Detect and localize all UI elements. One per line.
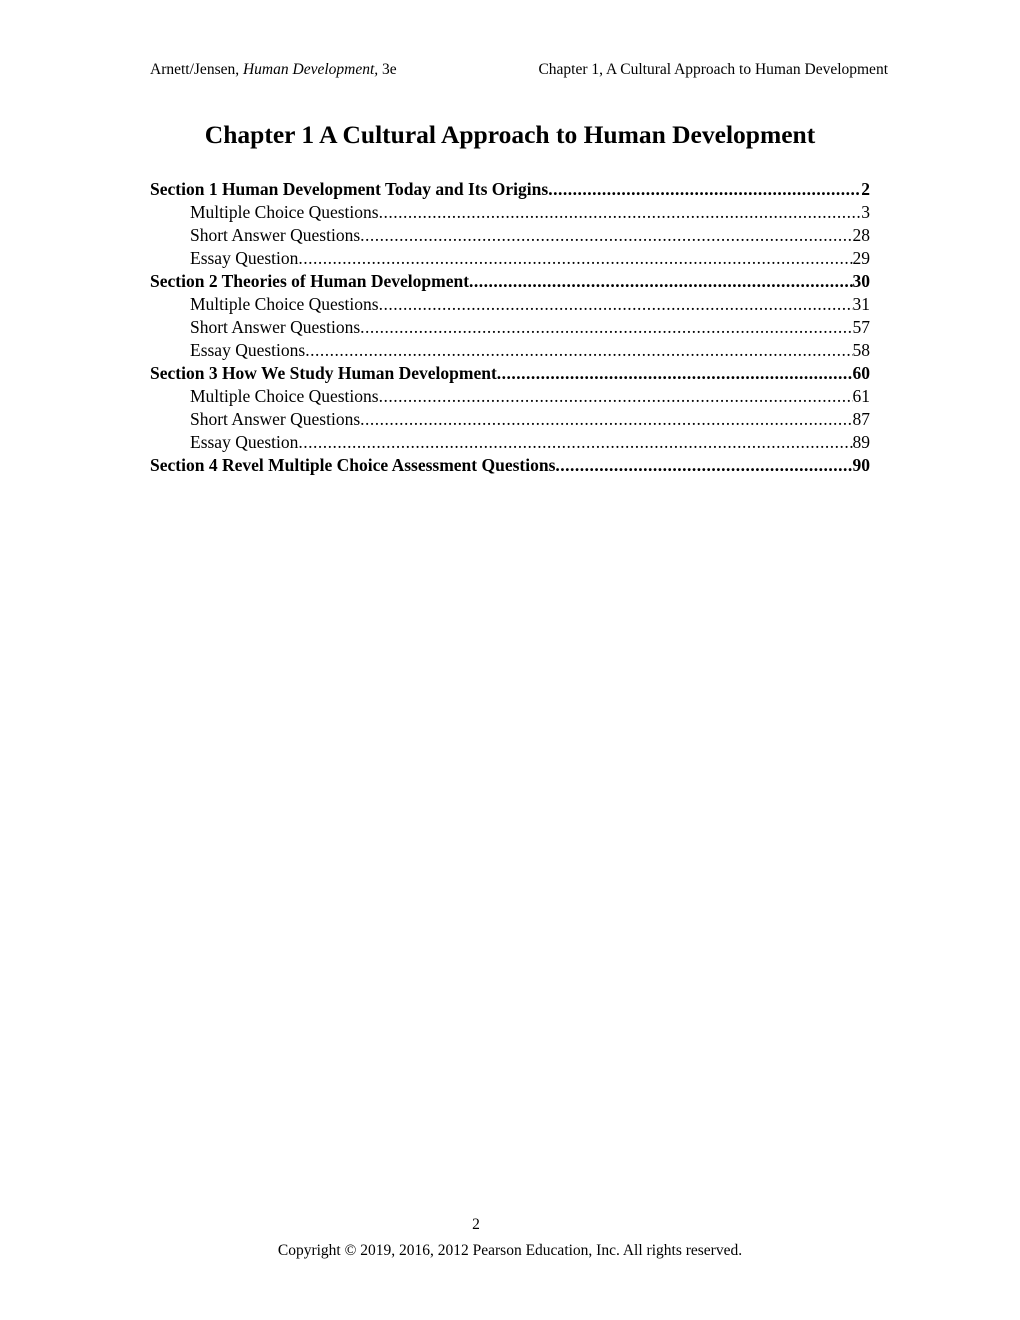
copyright-notice: Copyright © 2019, 2016, 2012 Pearson Education, Inc. All rights reserved.: [277, 1242, 743, 1259]
toc-page-number: 2: [861, 179, 870, 199]
toc-entry-section-1-multiple-choice[interactable]: [150, 201, 870, 224]
page-number: 2: [472, 1216, 480, 1233]
header-left: [150, 60, 397, 80]
toc-page-number: 61: [852, 386, 870, 406]
toc-entry-section-2-multiple-choice[interactable]: [150, 293, 870, 316]
toc-page-number: 3: [861, 202, 870, 222]
chapter-title: Chapter 1 A Cultural Approach to Human Development: [204, 120, 816, 149]
toc-label: Multiple Choice Questions: [190, 386, 379, 406]
toc-page-number: 30: [852, 271, 870, 291]
toc-page-number: 28: [852, 225, 870, 245]
header-right: Chapter 1, A Cultural Approach to Human Development: [538, 61, 888, 78]
toc-label: Section 2 Theories of Human Development: [150, 271, 470, 291]
toc-leader: [379, 385, 853, 408]
toc-page-number: 58: [852, 340, 870, 360]
toc-entry-section-1-short-answer[interactable]: [150, 224, 870, 247]
toc-label: Short Answer Questions: [190, 225, 361, 245]
toc-entry-section-2-short-answer[interactable]: [150, 316, 870, 339]
toc-label: Short Answer Questions: [190, 317, 361, 337]
toc-entry-section-2-essay[interactable]: [150, 339, 870, 362]
header-author: Arnett/Jensen,: [150, 61, 243, 78]
toc-entry-section-3-essay[interactable]: [150, 431, 870, 454]
toc-leader: [298, 247, 852, 270]
toc-leader: [298, 431, 852, 454]
toc-entry-section-3-multiple-choice[interactable]: [150, 385, 870, 408]
toc-label: Multiple Choice Questions: [190, 202, 379, 222]
toc-label: Essay Question: [190, 432, 299, 452]
toc-page-number: 87: [852, 409, 870, 429]
toc-label: Essay Question: [190, 248, 299, 268]
toc-label: Short Answer Questions: [190, 409, 361, 429]
toc-page-number: 89: [852, 432, 870, 452]
header-edition: 3e: [378, 61, 397, 78]
toc-entry-section-1[interactable]: [150, 178, 870, 201]
toc-entry-section-2[interactable]: [150, 270, 870, 293]
toc-leader: [548, 178, 861, 201]
header-book-title: Human Development,: [242, 61, 379, 78]
toc-leader: [305, 339, 852, 362]
toc-label: Essay Questions: [190, 340, 306, 360]
toc-label: Section 3 How We Study Human Development: [150, 363, 497, 383]
toc-entry-section-3-short-answer[interactable]: [150, 408, 870, 431]
toc-leader: [469, 270, 852, 293]
toc-leader: [379, 293, 853, 316]
toc-label: Section 4 Revel Multiple Choice Assessment Questions: [150, 455, 556, 475]
toc-page-number: 60: [852, 363, 870, 383]
toc-leader: [379, 201, 862, 224]
table-of-contents: [150, 178, 870, 477]
toc-entry-section-4[interactable]: [150, 454, 870, 477]
toc-page-number: 31: [852, 294, 870, 314]
toc-leader: [555, 454, 852, 477]
toc-entry-section-1-essay[interactable]: [150, 247, 870, 270]
toc-leader: [360, 316, 852, 339]
toc-label: Section 1 Human Development Today and Its Origins: [150, 179, 549, 199]
toc-entry-section-3[interactable]: [150, 362, 870, 385]
toc-page-number: 57: [852, 317, 870, 337]
toc-leader: [497, 362, 853, 385]
toc-label: Multiple Choice Questions: [190, 294, 379, 314]
toc-leader: [360, 224, 852, 247]
toc-leader: [360, 408, 852, 431]
toc-page-number: 90: [852, 455, 870, 475]
running-header: [150, 60, 888, 80]
toc-page-number: 29: [852, 248, 870, 268]
